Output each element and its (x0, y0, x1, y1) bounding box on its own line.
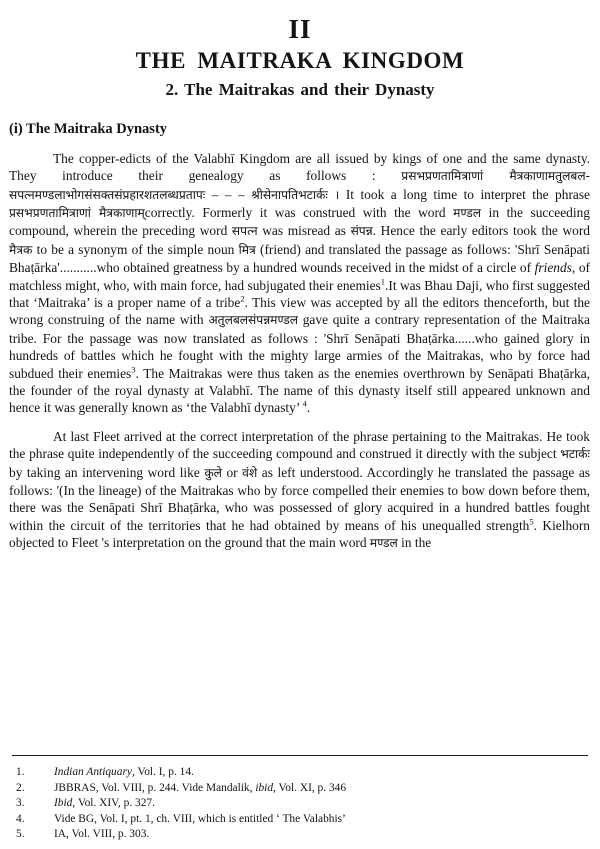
devanagari-word: भटार्कः (560, 447, 590, 462)
devanagari-word: वंशे (242, 465, 258, 480)
footnote-item (16, 827, 592, 843)
text-segment: in the (397, 535, 432, 551)
footnote-plain-start: Vide BG, Vol. I, pt. 1, ch. VIII, which is entitled ‘ The Valabhis’ (54, 812, 346, 825)
footnote-number: 3. (16, 797, 25, 810)
footnote-reference-4: 4 (302, 398, 307, 409)
subsection-title: (i) The Maitraka Dynasty (9, 120, 168, 137)
footnote-text (54, 765, 592, 781)
text-segment: It took a long time to interpret the phrase (339, 186, 590, 202)
text-segment: gave quite a contrary representation of the Maitraka tribe. For the passage was now translated as follows : 'Shrī Senāpati Bhaṭārka......who gained glory in hundreds of battles which he fought with the mighty large armies of the Maitrakas, who by force had subdued their enemies (9, 312, 590, 381)
footnote-text (54, 827, 592, 843)
text-segment: . This view was accepted by all the editors thenceforth, but the wrong construing of the name with (9, 294, 590, 328)
devanagari-word: मण्डल (369, 536, 398, 551)
devanagari-word: मैत्रक (9, 242, 33, 257)
footnote-text (54, 781, 592, 797)
footnote-list (8, 765, 592, 843)
footnote-rest: , Vol. XIV, p. 327. (72, 797, 155, 810)
chapter-title: THE MAITRAKA KINGDOM (135, 48, 465, 74)
footnote-reference-3: 3 (131, 364, 136, 375)
footnote-rest: , Vol. I, p. 14. (131, 766, 194, 779)
footnote-plain-start: JBBRAS, Vol. VIII, p. 244. Vide Mandalik, (54, 781, 256, 794)
devanagari-phrase: श्रीसेनापतिभटार्कः । (251, 187, 340, 202)
footnote-number: 1. (16, 766, 25, 779)
text-segment: The copper-edicts of the Valabhī Kingdom are all issued by kings of one and the same dynasty. They introduce their genealogy as follows : (9, 150, 590, 184)
text-segment: or (221, 464, 243, 480)
italic-emphasis: friends (534, 260, 572, 276)
footnote-item (16, 796, 592, 812)
body-paragraph-2 (8, 428, 592, 553)
devanagari-word: सपत्न (231, 224, 258, 239)
text-segment: . Hence the early editors took the word (372, 223, 590, 239)
footnote-item (16, 765, 592, 781)
body-paragraph-1 (8, 150, 592, 417)
text-segment: At last Fleet arrived at the correct interpretation of the phrase pertaining to the Maitrakas. He took the phrase quite independently of the succeeding compound and construed it directly with the subject (9, 428, 590, 462)
text-segment: . The Maitrakas were thus taken as the enemies overthrown by Senāpati Bhaṭārka, the founder of the royal dynasty at Valabhī. The name of this dynasty itself still appeared unknown and hence it was generally known as ‘the Valabhī dynasty’ (9, 365, 590, 416)
footnote-number: 5. (16, 828, 25, 841)
text-segment: was misread as (257, 223, 351, 239)
footnote-italic-title: Indian Antiquary (54, 766, 132, 779)
text-segment: as left understood. Accordingly he translated the passage as follows: '(In the lineage) of the Maitrakas who by force compelled their enemies to bow down before them, there was the Senāpati Shrī Bhaṭārka, who was possessed of glory acquired in a hundred battles fought within the circuit of the territories that he had obtained by means of his unequalled strength (9, 464, 590, 533)
devanagari-word: संपन्न (350, 224, 373, 239)
section-title: 2. The Maitrakas and their Dynasty (165, 79, 435, 99)
footnote-reference-5: 5 (529, 516, 534, 527)
text-segment: by taking an intervening word like (9, 464, 205, 480)
text-segment: to be a synonym of the simple noun (32, 241, 239, 257)
devanagari-phrase: प्रसभप्रणतामित्राणां मैत्रकाणामतुलबल-सपत्नमण्डलाभोगसंसक्तसंप्रहारशतलब्धप्रतापः (9, 169, 590, 202)
footnote-italic-title: ibid (255, 781, 274, 794)
text-segment: – – – (205, 186, 252, 202)
footnote-number: 2. (16, 781, 25, 794)
footnote-plain-start: IA, Vol. VIII, p. 303. (54, 828, 150, 841)
devanagari-compound: अतुलबलसंपन्नमण्डल (208, 313, 299, 328)
footnote-separator-rule (12, 755, 588, 756)
text-segment: . Kielhorn objected to Fleet 's interpretation on the ground that the main word (9, 517, 590, 551)
footnote-reference-1: 1 (380, 276, 386, 287)
text-segment: correctly. Formerly it was construed with the word (144, 204, 454, 220)
text-segment: . (306, 400, 311, 416)
footnote-text (54, 796, 592, 812)
footnote-item (16, 781, 592, 797)
chapter-number: II (288, 14, 312, 44)
footnote-area (0, 755, 600, 849)
footnote-italic-title: Ibid (54, 797, 73, 810)
devanagari-word: कुले (204, 465, 222, 480)
devanagari-word: मित्र (238, 242, 256, 257)
devanagari-word: मण्डल (453, 205, 482, 220)
footnote-item (16, 812, 592, 828)
devanagari-phrase: प्रसभप्रणतामित्राणां मैत्रकाणाम् (9, 205, 145, 220)
text-segment: in the succeeding compound, wherein the preceding word (9, 204, 590, 239)
text-segment: .It was Bhau Daji, who first suggested that ‘Maitraka’ is a proper name of a tribe (9, 277, 590, 310)
footnote-reference-2: 2 (240, 293, 245, 304)
text-segment: , of matchless might, who, with main force, had subjugated their enemies (9, 260, 591, 293)
footnote-text (54, 812, 592, 828)
footnote-number: 4. (16, 812, 25, 825)
text-segment: (friend) and translated the passage as follows: 'Shrī Senāpati Bhaṭārka'...........who obtained greatness by a hundred wounds received in the midst of a circle of (9, 241, 590, 276)
footnote-rest: , Vol. XI, p. 346 (273, 781, 347, 794)
